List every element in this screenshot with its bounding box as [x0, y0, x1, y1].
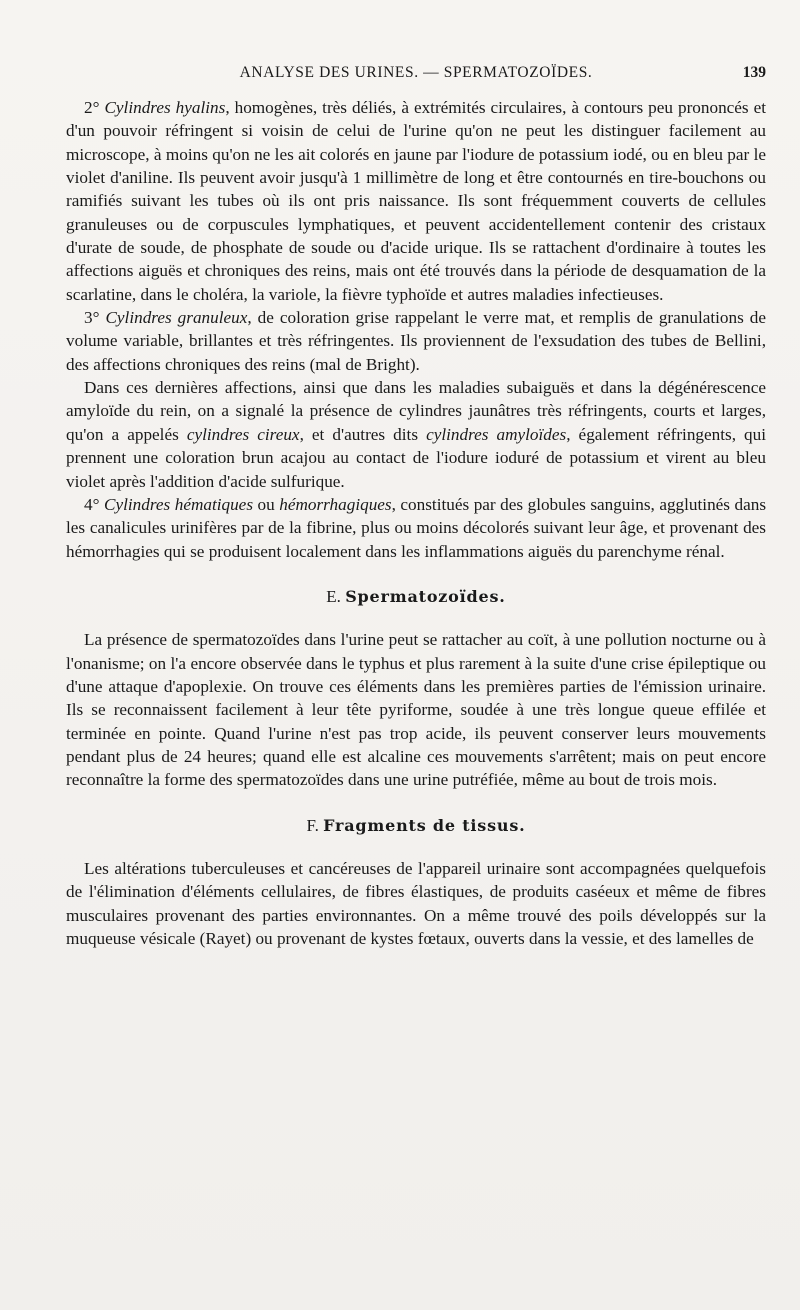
paragraph-text: , de coloration grise rappelant le verre mat, et remplis de granulations de volume variable, brillantes et très réfringentes. Ils proviennent de l'exsudation des tubes de Bellini, des affections chroniques des reins (mal de Bright). [66, 308, 766, 374]
paragraph-text: , et d'autres dits [299, 424, 427, 444]
term-hemorrhagiques: hémorrhagiques [279, 494, 392, 514]
item-number: 4° [84, 494, 104, 514]
page-body [66, 96, 766, 950]
paragraph-text: , également réfringents, qui prennent une coloration brun acajou au contact de l'iodure ioduré de potassium et virent au bleu violet après l'addition d'acide sulfurique. [66, 424, 767, 491]
paragraph-text: La présence de spermatozoïdes dans l'urine peut se rattacher au coït, à une pollution nocturne ou à l'onanisme; on l'a encore observée dans le typhus et plus rarement à la suite d'une crise épileptique ou d'une attaque d'apoplexie. On trouve ces éléments dans les premières parties de l'émission urinaire. Ils se reconnaissent facilement à leur tête pyriforme, soudée à une très longue queue effilée et terminée en pointe. Quand l'urine n'est pas trop acide, ils peuvent conserver leurs mouvements pendant plus de 24 heures; quand elle est alcaline ces mouvements s'arrêtent; mais on peut encore reconnaître la forme des spermatozoïdes dans une urine putréfiée, même au bout de trois mois. [66, 630, 766, 790]
paragraph-text: , constitués par des globules sanguins, agglutinés dans les canalicules urinifères par de la fibrine, plus ou moins décolorés suivant leur âge, et provenant des hémorrhagies qui se produisent localement dans les inflammations aiguës du parenchyme rénal. [66, 494, 767, 561]
item-number: 3° [84, 308, 106, 328]
section-letter: F. [306, 815, 324, 835]
section-heading-spermatozoides [66, 585, 766, 608]
section-title: Spermatozoïdes. [345, 586, 506, 606]
paragraph-text: ou [253, 494, 280, 514]
term-cylindres-hematiques: Cylindres hématiques [104, 494, 254, 514]
paragraph-text: Les altérations tuberculeuses et cancéreuses de l'appareil urinaire sont accompagnées quelquefois de l'élimination d'éléments cellulaires, de fibres élastiques, de produits caséeux et même de fibres musculaires provenant des parties environnantes. On a même trouvé des poils développés sur la muqueuse vésicale (Rayet) ou provenant de kystes fœtaux, ouverts dans la vessie, et des lamelles de [66, 858, 766, 948]
paragraph-cylindres-granuleux [66, 306, 766, 376]
paragraph-text: , homogènes, très déliés, à extrémités circulaires, à contours peu prononcés et d'un pouvoir réfringent si voisin de celui de l'urine qu'on ne peut les distinguer facilement au microscope, à moins qu'on ne les ait colorés en jaune par l'iodure de potassium iodé, ou en bleu par le violet d'aniline. Ils peuvent avoir jusqu'à 1 millimètre de long et être contournés en tire-bouchons ou ramifiés suivant les tubes où ils ont pris naissance. Ils sont fréquemment couverts de cellules granuleuses ou de corpuscules lymphatiques, et peuvent accidentellement contenir des cristaux d'urate de soude, de phosphate de soude ou d'acide urique. Ils se rattachent d'ordinaire à toutes les affections aiguës et chroniques des reins, mais ont été trouvés dans la période de desquamation de la scarlatine, dans le choléra, la variole, la fièvre typhoïde et autres maladies infectieuses. [66, 98, 767, 304]
paragraph-cylindres-cireux [66, 376, 766, 493]
paragraph-cylindres-hematiques [66, 493, 766, 563]
section-heading-fragments [66, 814, 766, 837]
paragraph-spermatozoides [66, 628, 766, 791]
page-number: 139 [742, 64, 766, 81]
item-number: 2° [84, 98, 105, 117]
page-header [66, 64, 766, 90]
section-letter: E. [326, 586, 346, 606]
term-cylindres-granuleux: Cylindres granuleux [105, 308, 248, 328]
running-head: ANALYSE DES URINES. — SPERMATOZOÏDES. [239, 64, 593, 81]
paragraph-cylindres-hyalins [66, 96, 766, 306]
paragraph-text: Dans ces dernières affections, ainsi que dans les maladies subaiguës et dans la dégénérescence amyloïde du rein, on a signalé la présence de cylindres jaunâtres très réfringents, courts et larges, qu'on a appelés [66, 378, 766, 444]
section-title: Fragments de tissus. [323, 815, 526, 835]
term-cylindres-hyalins: Cylindres hyalins [104, 98, 226, 117]
term-cylindres-amyloides: cylindres amyloïdes [426, 424, 567, 444]
term-cylindres-cireux: cylindres cireux [186, 424, 300, 444]
paragraph-fragments-tissus [66, 857, 766, 950]
